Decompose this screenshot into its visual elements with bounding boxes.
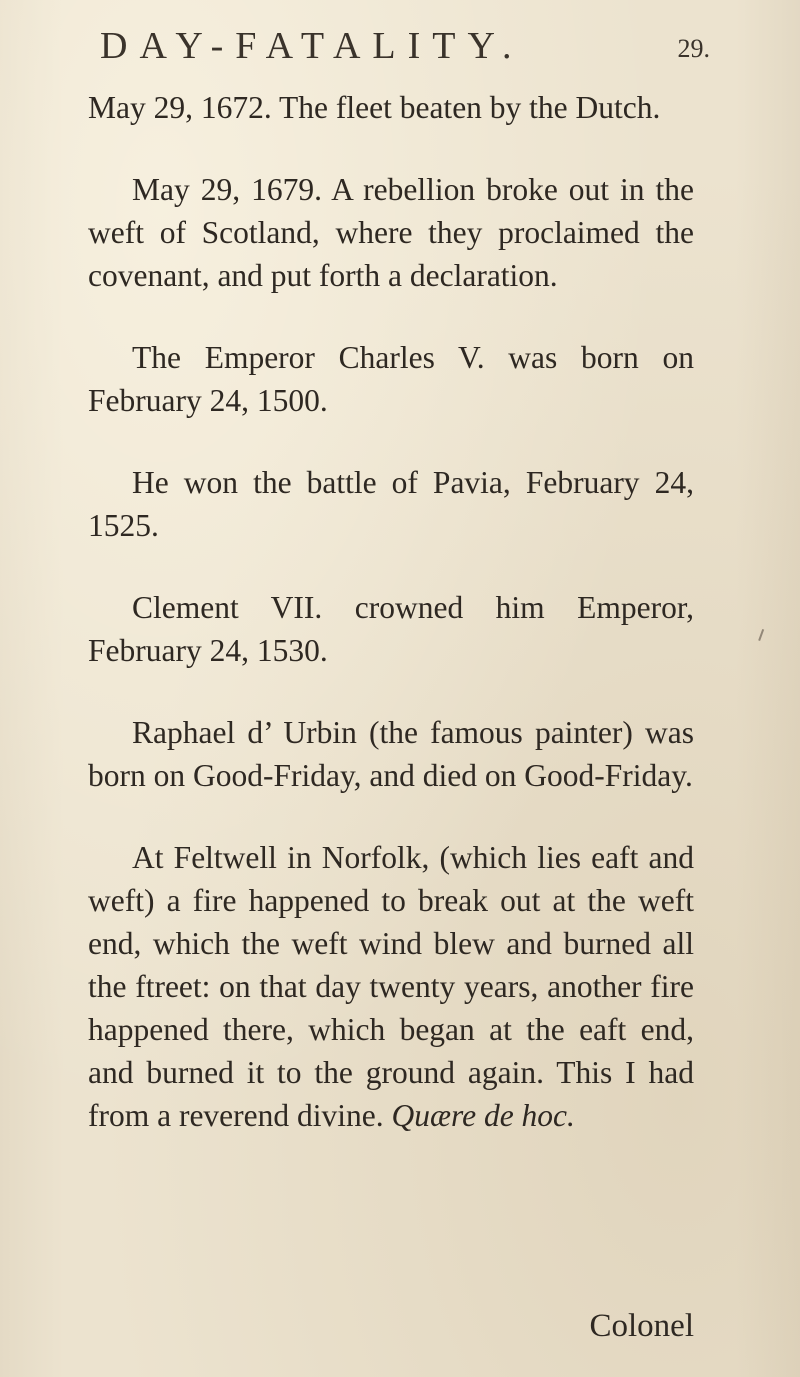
entry-battle-pavia: He won the battle of Pavia, February 24, 1525. [88,465,694,543]
page-number: 29. [677,34,710,63]
page-header [100,14,710,74]
entry-fleet-beaten: May 29, 1672. The fleet beaten by the Dutch. [88,90,661,125]
entry-raphael: Raphael d’ Urbin (the famous painter) was born on Good-Friday, and died on Good-Friday. [88,715,694,793]
margin-mark [758,629,770,643]
feltwell-text: At Feltwell in Norfolk, (which lies eaft and weft) a fire happened to break out at the weft end, which the weft wind blew and burned all the ftreet: on that day twenty years, another fire happened there, which began at the eaft end, and burned it to the ground again. This I had from a reverend divine. [88,840,694,1133]
running-title: DAY-FATALITY. [100,25,524,67]
entry-feltwell-fire [88,836,694,1137]
body-text [88,86,694,1137]
entry-charles-born: The Emperor Charles V. was born on February 24, 1500. [88,340,694,418]
entry-scotland-rebellion: May 29, 1679. A rebellion broke out in the weft of Scotland, where they proclaimed the covenant, and put forth a declaration. [88,172,694,293]
entry-clement-crowned: Clement VII. crowned him Emperor, February 24, 1530. [88,590,694,668]
catchword: Colonel [589,1308,694,1344]
latin-note: Quære de hoc. [391,1098,575,1133]
